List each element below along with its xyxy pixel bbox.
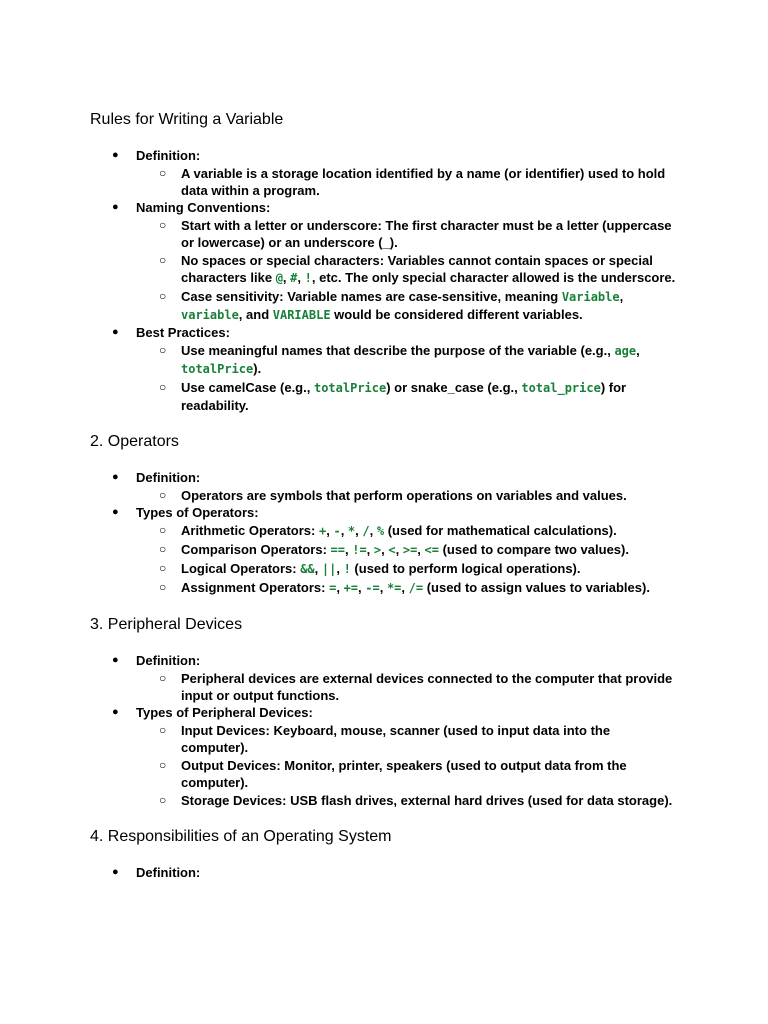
section-heading-3-peripheral-devices: 3. Peripheral Devices — [90, 616, 243, 633]
sub-list-item — [136, 560, 680, 578]
sub-list-text: , — [282, 270, 291, 285]
sub-list-text: , — [358, 580, 366, 595]
list-item-definition — [90, 864, 680, 881]
inline-code: total_price — [521, 381, 601, 395]
inline-code: >= — [402, 543, 418, 557]
inline-code: ! — [343, 562, 351, 576]
inline-code: = — [329, 581, 337, 595]
list-item-definition — [90, 469, 680, 504]
sub-list-text: , — [355, 523, 363, 538]
inline-code: <= — [424, 543, 439, 557]
list-item-label: Types of Operators: — [136, 505, 259, 520]
sub-list-text: , — [619, 289, 624, 304]
sub-list-text: (used for mathematical calculations). — [384, 523, 617, 538]
sub-list-text: Arithmetic Operators: — [181, 523, 319, 538]
sub-list-item — [136, 217, 680, 251]
list-item-label: Types of Peripheral Devices: — [136, 705, 313, 720]
hollow-bullet-icon: ○ — [159, 580, 167, 594]
list-item-label: Best Practices: — [136, 325, 230, 340]
sub-list-text: ) or snake_case (e.g., — [386, 380, 522, 395]
inline-code: + — [318, 524, 327, 538]
sub-list-item — [136, 670, 680, 704]
list-item-label: Naming Conventions: — [136, 200, 271, 215]
sub-list-text: Comparison Operators: — [181, 542, 331, 557]
inline-code: VARIABLE — [272, 308, 331, 322]
section-heading-rules-for-writing-a-variable: Rules for Writing a Variable — [90, 111, 284, 128]
inline-code: * — [347, 524, 356, 538]
sub-list-item — [136, 165, 680, 199]
sub-list-text: , — [336, 561, 344, 576]
sub-list-text: , — [366, 542, 374, 557]
sub-list-text: Start with a letter or underscore: The first character must be a letter (uppercase or lowercase) or an underscore (_). — [181, 218, 672, 250]
filled-bullet-icon: ● — [112, 654, 119, 666]
inline-code: variable — [181, 308, 239, 322]
section-heading-2-operators: 2. Operators — [90, 433, 179, 450]
sub-list-text: Storage Devices: USB flash drives, external hard drives (used for data storage). — [181, 793, 673, 808]
list-item-label: Definition: — [136, 470, 201, 485]
hollow-bullet-icon: ○ — [159, 561, 167, 575]
inline-code: < — [388, 543, 396, 557]
inline-code: ! — [304, 271, 312, 285]
sub-list-text: A variable is a storage location identified by a name (or identifier) used to hold data within a program. — [181, 166, 666, 198]
sub-list-item — [136, 722, 680, 756]
sub-list-text: , — [381, 542, 389, 557]
section-list — [90, 469, 680, 597]
list-item-label: Definition: — [136, 653, 201, 668]
sub-list-text: ) for readability. — [181, 380, 627, 413]
sub-list-text: , — [336, 580, 344, 595]
inline-code: Variable — [561, 290, 620, 304]
hollow-bullet-icon: ○ — [159, 253, 167, 267]
inline-code: / — [362, 524, 370, 538]
inline-code: -= — [365, 581, 380, 595]
inline-code: totalPrice — [313, 381, 387, 395]
sub-list-text: , etc. The only special character allowed is the underscore. — [311, 270, 676, 285]
sub-list-text: ). — [253, 361, 262, 376]
inline-code: totalPrice — [181, 362, 254, 376]
sub-list-item — [136, 288, 680, 324]
sub-list-text: , — [297, 270, 305, 285]
hollow-bullet-icon: ○ — [159, 289, 167, 303]
sub-list-text: Use meaningful names that describe the purpose of the variable (e.g., — [181, 343, 615, 358]
filled-bullet-icon: ● — [112, 471, 119, 483]
inline-code: && — [300, 562, 315, 576]
sub-list-text: Assignment Operators: — [181, 580, 330, 595]
sub-list-text: , — [417, 542, 425, 557]
hollow-bullet-icon: ○ — [159, 218, 167, 232]
sub-list-text: No spaces or special characters: Variables cannot contain spaces or special characters like — [181, 253, 653, 285]
sub-list-text: , — [344, 542, 353, 557]
sub-list-item — [136, 757, 680, 791]
list-item-best-practices — [90, 324, 680, 414]
inline-code: age — [614, 344, 637, 358]
sub-list-text: , and — [238, 307, 273, 322]
sub-list-item — [136, 579, 680, 597]
filled-bullet-icon: ● — [112, 866, 119, 878]
sub-list — [136, 722, 680, 809]
inline-code: > — [373, 543, 382, 557]
filled-bullet-icon: ● — [112, 326, 119, 338]
inline-code: == — [330, 543, 345, 557]
inline-code: != — [352, 543, 367, 557]
sub-list — [136, 165, 680, 199]
filled-bullet-icon: ● — [112, 706, 119, 718]
sub-list-item — [136, 252, 680, 287]
inline-code: || — [321, 562, 337, 576]
inline-code: += — [343, 581, 359, 595]
sub-list-text: (used to perform logical operations). — [350, 561, 581, 576]
section-list — [90, 652, 680, 809]
document-page — [90, 110, 680, 881]
section-list — [90, 147, 680, 414]
sub-list-text: Logical Operators: — [181, 561, 301, 576]
sub-list-text: (used to assign values to variables). — [423, 580, 650, 595]
hollow-bullet-icon: ○ — [159, 343, 167, 357]
filled-bullet-icon: ● — [112, 506, 119, 518]
list-item-types-of-peripheral-devices — [90, 704, 680, 809]
sub-list-text: Input Devices: Keyboard, mouse, scanner (used to input data into the computer). — [181, 723, 611, 755]
hollow-bullet-icon: ○ — [159, 488, 167, 502]
sub-list-text: would be considered different variables. — [330, 307, 583, 322]
hollow-bullet-icon: ○ — [159, 793, 167, 807]
sub-list-item — [136, 522, 680, 540]
list-item-definition — [90, 147, 680, 199]
sub-list-text: , — [395, 542, 403, 557]
filled-bullet-icon: ● — [112, 149, 119, 161]
hollow-bullet-icon: ○ — [159, 671, 167, 685]
sub-list — [136, 522, 680, 597]
list-item-label: Definition: — [136, 148, 201, 163]
sub-list-text: (used to compare two values). — [438, 542, 629, 557]
sub-list — [136, 670, 680, 704]
sub-list-text: Use camelCase (e.g., — [181, 380, 314, 395]
hollow-bullet-icon: ○ — [159, 542, 167, 556]
sub-list-text: , — [379, 580, 387, 595]
list-item-types-of-operators — [90, 504, 680, 597]
sub-list-text: , — [314, 561, 322, 576]
sub-list-text: , — [636, 343, 640, 358]
hollow-bullet-icon: ○ — [159, 380, 167, 394]
sub-list-item — [136, 541, 680, 559]
inline-code: # — [290, 271, 298, 285]
list-item-naming-conventions — [90, 199, 680, 324]
sub-list-text: Output Devices: Monitor, printer, speakers (used to output data from the computer). — [181, 758, 627, 790]
hollow-bullet-icon: ○ — [159, 523, 167, 537]
sub-list-item — [136, 792, 680, 809]
list-item-definition — [90, 652, 680, 704]
filled-bullet-icon: ● — [112, 201, 119, 213]
inline-code: @ — [275, 271, 283, 285]
sub-list — [136, 217, 680, 324]
sub-list-text: , — [326, 523, 334, 538]
sub-list-text: Case sensitivity: Variable names are case-sensitive, meaning — [181, 289, 562, 304]
inline-code: % — [376, 524, 385, 538]
list-item-label: Definition: — [136, 865, 201, 880]
sub-list — [136, 487, 680, 504]
sub-list — [136, 342, 680, 414]
sub-list-text: , — [369, 523, 377, 538]
inline-code: *= — [386, 581, 402, 595]
sub-list-item — [136, 487, 680, 504]
section-heading-4-responsibilities-of-an-operating-system: 4. Responsibilities of an Operating System — [90, 828, 392, 845]
inline-code: /= — [408, 581, 424, 595]
sub-list-item — [136, 379, 680, 414]
hollow-bullet-icon: ○ — [159, 758, 167, 772]
sub-list-text: Peripheral devices are external devices connected to the computer that provide input or output functions. — [181, 671, 673, 703]
hollow-bullet-icon: ○ — [159, 166, 167, 180]
sub-list-text: , — [340, 523, 348, 538]
sub-list-text: Operators are symbols that perform operations on variables and values. — [181, 488, 627, 503]
hollow-bullet-icon: ○ — [159, 723, 167, 737]
sub-list-text: , — [401, 580, 409, 595]
section-list — [90, 864, 680, 881]
sub-list-item — [136, 342, 680, 378]
inline-code: - — [333, 524, 341, 538]
